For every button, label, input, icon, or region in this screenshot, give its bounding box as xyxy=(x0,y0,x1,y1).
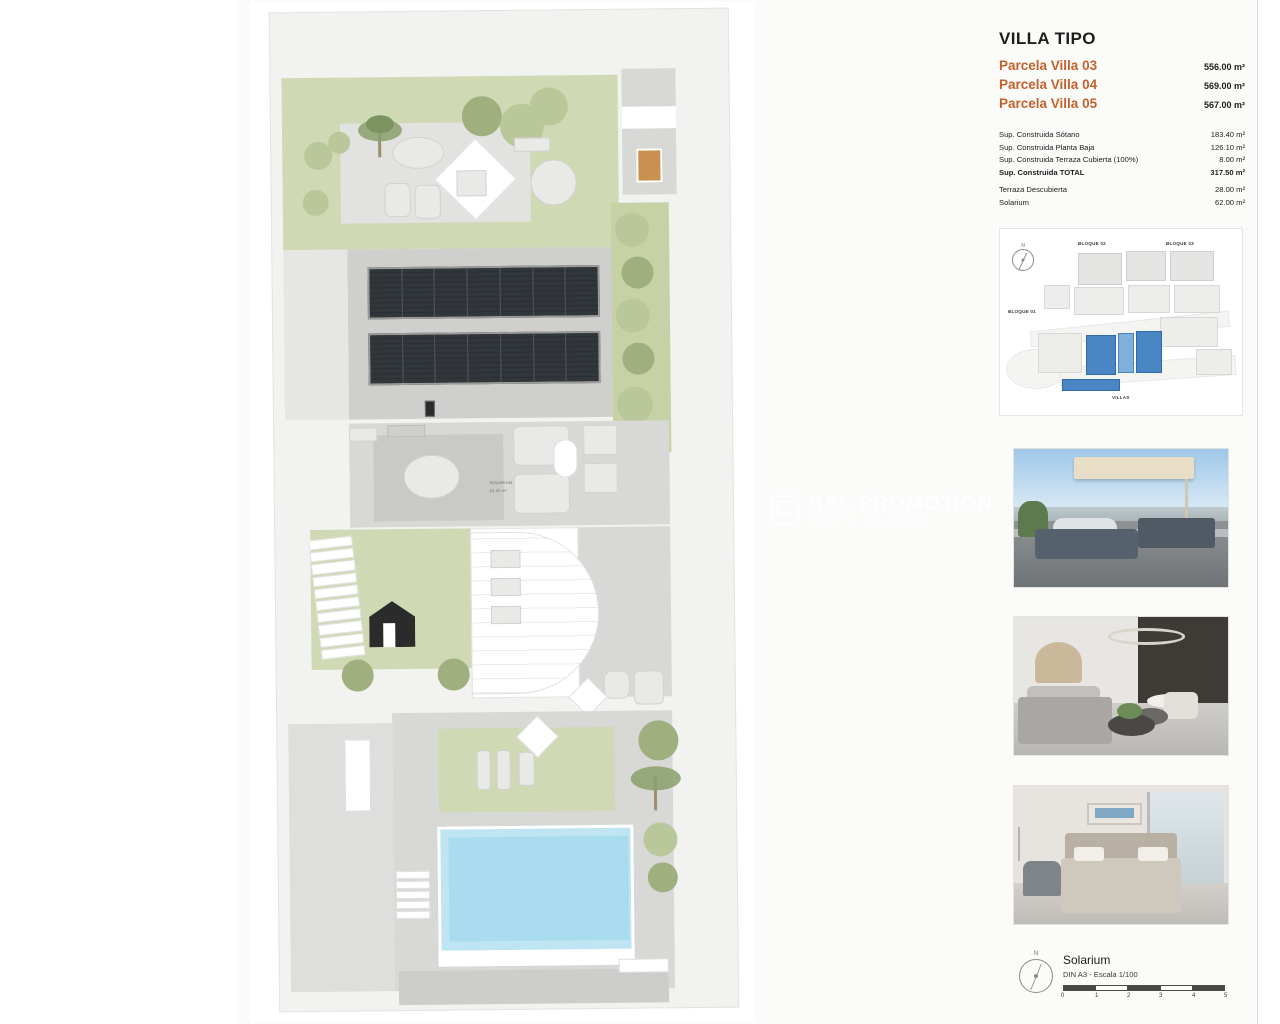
scale-tick: 2 xyxy=(1127,993,1131,999)
tree-icon xyxy=(616,298,650,332)
plan-name: Solarium xyxy=(1063,953,1111,967)
site-block xyxy=(1174,285,1220,313)
villa-highlight xyxy=(1086,335,1116,375)
scale-note: DIN A3 - Escala 1/100 xyxy=(1063,970,1138,979)
solar-panel-array xyxy=(367,265,600,319)
plot-contents xyxy=(279,20,727,1005)
roof-equipment xyxy=(425,401,435,417)
area-value: 62.00 m² xyxy=(1215,197,1245,207)
tree-icon xyxy=(328,132,350,154)
tree-icon xyxy=(303,190,329,216)
scale-tick: 0 xyxy=(1061,993,1065,999)
area-row xyxy=(999,198,1245,211)
area-value: 126.10 m² xyxy=(1210,142,1245,152)
tree-icon xyxy=(438,658,470,690)
page-margin-right xyxy=(1258,0,1280,1024)
house-logo-icon xyxy=(770,495,800,525)
driveway-marking xyxy=(344,739,371,811)
parcela-area: 556.00 m² xyxy=(1203,62,1245,72)
keyplan-villa-tag: V5 xyxy=(1142,325,1147,329)
solarium-sofa xyxy=(514,473,570,514)
tree-icon xyxy=(530,87,568,125)
living-room-render xyxy=(1013,616,1229,756)
villa-highlight xyxy=(1136,331,1162,373)
outdoor-table-round xyxy=(530,159,576,205)
area-schedule xyxy=(999,130,1245,211)
parcela-name: Parcela Villa 04 xyxy=(999,77,1098,92)
solarium-planter xyxy=(553,439,577,477)
ring-pendant-light-icon xyxy=(1108,628,1185,645)
site-block xyxy=(1038,333,1082,373)
stair-landing-furniture xyxy=(491,578,521,596)
villa-highlight xyxy=(1118,333,1134,373)
keyplan-villa-tag: V3 xyxy=(1090,329,1095,333)
tree-icon xyxy=(643,822,677,856)
villa-highlight xyxy=(1062,379,1120,391)
tree-icon xyxy=(342,659,374,691)
area-label: Sup. Construida Sótano xyxy=(999,130,1080,139)
stair-landing-furniture xyxy=(491,606,521,624)
stair-landing-furniture xyxy=(490,550,520,568)
gate xyxy=(619,958,669,973)
scale-ticks xyxy=(1059,993,1231,1003)
area-value-total: 317.50 m² xyxy=(1210,167,1245,177)
tree-icon xyxy=(462,96,502,136)
area-label: Sup. Construida Terraza Cubierta (100%) xyxy=(999,155,1139,165)
compass-north-label: N xyxy=(1021,243,1025,249)
swimming-pool xyxy=(437,825,634,967)
scale-tick: 5 xyxy=(1224,993,1228,999)
parcela-area: 569.00 m² xyxy=(1203,81,1245,91)
sunbed xyxy=(496,750,510,790)
tree-icon xyxy=(615,212,649,246)
tree-icon xyxy=(621,256,653,288)
watermark-brand: B&L PROMOTION xyxy=(808,492,993,516)
watermark-subtitle: COSTA BLANCA xyxy=(808,514,928,527)
parcela-row xyxy=(999,58,1245,77)
plan-canvas xyxy=(250,2,755,1022)
area-label: Terraza Descubierta xyxy=(999,185,1067,195)
scale-tick: 4 xyxy=(1192,993,1196,999)
site-block xyxy=(1044,285,1070,309)
compass-north-label: N xyxy=(1033,951,1039,957)
area-label-total: Sup. Construida TOTAL xyxy=(999,167,1085,177)
keyplan-label-bloque01: BLOQUE 01 xyxy=(1008,309,1036,314)
solarium-unit xyxy=(583,463,617,493)
bedroom-render xyxy=(1013,785,1229,925)
outdoor-sunbed xyxy=(415,185,441,219)
solarium-unit xyxy=(349,427,377,441)
area-value: 8.00 m² xyxy=(1219,155,1245,165)
palm-tree-icon xyxy=(631,766,682,817)
area-row xyxy=(999,130,1245,143)
keyplan-label-villas: VILLAS xyxy=(1112,395,1130,400)
parcela-name: Parcela Villa 05 xyxy=(999,96,1098,111)
site-block xyxy=(1078,253,1122,285)
keyplan-label-bloque02: BLOQUE 02 xyxy=(1078,241,1106,246)
solarium-unit xyxy=(387,425,425,437)
solar-panel-array xyxy=(368,331,601,385)
area-label: Solarium xyxy=(999,197,1029,207)
tree-icon xyxy=(622,342,654,374)
area-label: Sup. Construida Planta Baja xyxy=(999,142,1095,152)
tree-icon xyxy=(648,862,678,892)
parcela-name: Parcela Villa 03 xyxy=(999,58,1098,73)
driveway xyxy=(288,723,395,992)
area-row-total xyxy=(999,168,1245,181)
tree-icon xyxy=(638,720,678,760)
floor-plan-drawing xyxy=(250,2,993,1022)
keyplan-label-bloque03: BLOQUE 03 xyxy=(1166,241,1194,246)
parcela-row xyxy=(999,96,1245,115)
sunbed xyxy=(519,752,535,786)
site-block xyxy=(1170,251,1214,281)
site-block xyxy=(1160,317,1218,347)
solarium-unit xyxy=(583,425,617,455)
shed-door xyxy=(383,623,395,647)
drawing-footer xyxy=(1013,951,1243,1011)
drawing-sheet xyxy=(236,0,1258,1024)
area-row xyxy=(999,155,1245,168)
solarium-area-label: 62.00 m² xyxy=(489,487,508,494)
pool-step xyxy=(439,949,635,965)
site-block xyxy=(1074,287,1124,315)
watermark xyxy=(770,480,1000,540)
parcela-row xyxy=(999,77,1245,96)
site-key-plan xyxy=(999,228,1243,416)
outdoor-bench xyxy=(514,137,550,151)
area-row xyxy=(999,143,1245,156)
entry-step xyxy=(622,106,676,129)
outdoor-unit xyxy=(604,671,630,699)
terrace-lounge-render xyxy=(1013,448,1229,588)
sunbed xyxy=(476,750,490,790)
site-block xyxy=(1128,285,1170,313)
area-value: 28.00 m² xyxy=(1215,185,1245,195)
solarium-label: SOLARIUM xyxy=(489,479,513,486)
side-paving xyxy=(283,250,349,421)
keyplan-villa-tag: V4 xyxy=(1120,327,1125,331)
page-margin-left xyxy=(0,0,236,1024)
outdoor-unit xyxy=(634,670,664,704)
area-value: 183.40 m² xyxy=(1210,130,1245,139)
scale-bar xyxy=(1063,985,1225,993)
page-title: VILLA TIPO xyxy=(999,29,1096,48)
scale-tick: 1 xyxy=(1095,993,1099,999)
parcela-list xyxy=(999,58,1245,115)
compass-north-icon xyxy=(1019,951,1053,993)
pool-steps xyxy=(396,871,431,919)
feature-panel xyxy=(636,148,662,182)
compass-north-icon xyxy=(1012,243,1034,271)
site-block xyxy=(1196,349,1232,375)
scale-tick: 3 xyxy=(1159,993,1163,999)
tree-icon xyxy=(617,386,653,422)
parcela-area: 567.00 m² xyxy=(1203,100,1245,110)
info-column xyxy=(999,0,1257,1024)
outdoor-sunbed xyxy=(385,183,411,217)
parasol-icon xyxy=(1074,457,1194,479)
area-row xyxy=(999,185,1245,198)
site-block xyxy=(1126,251,1166,281)
outdoor-furniture xyxy=(456,170,486,196)
boundary-paving xyxy=(399,968,669,1005)
